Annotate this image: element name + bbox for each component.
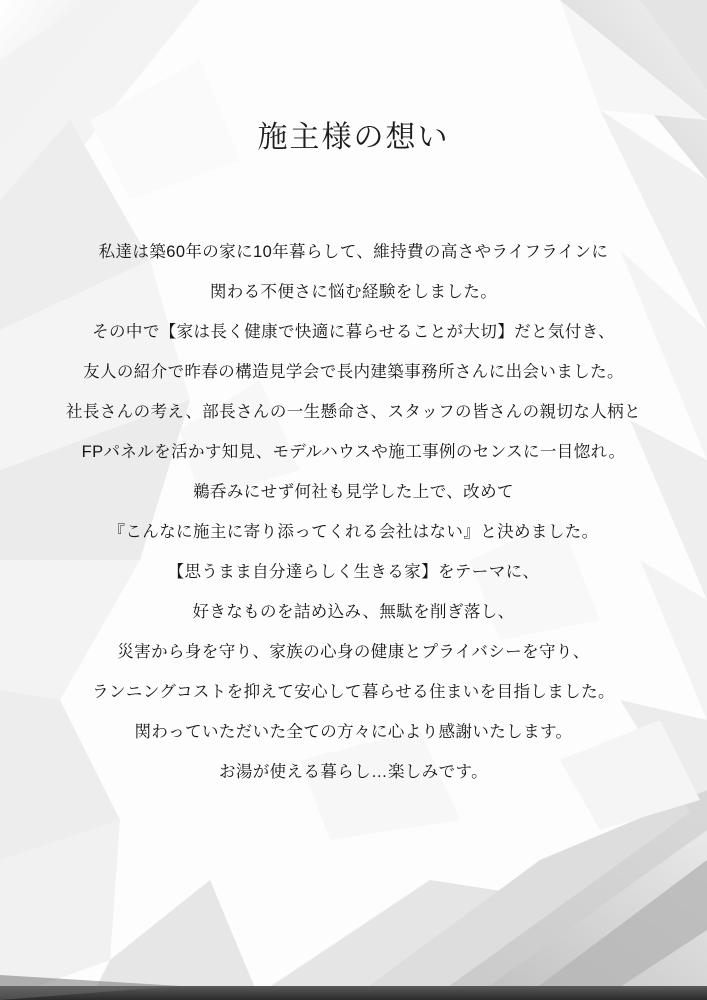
body-line: お湯が使える暮らし…楽しみです。 — [218, 763, 489, 781]
body-line: 友人の紹介で昨春の構造見学会で長内建築事務所さんに出会いました。 — [83, 363, 624, 381]
body-line: 私達は築60年の家に10年暮らして、維持費の高さやライフラインに — [98, 243, 609, 261]
body-line: 社長さんの考え、部長さんの一生懸命さ、スタッフの皆さんの親切な人柄と — [66, 403, 641, 421]
body-line: 関わる不便さに悩む経験をしました。 — [209, 283, 498, 301]
body-line: ランニングコストを抑えて安心して暮らせる住まいを目指しました。 — [92, 683, 615, 701]
body-text — [40, 232, 667, 792]
body-line: FPパネルを活かす知見、モデルハウスや施工事例のセンスに一目惚れ。 — [81, 443, 626, 461]
body-line: 『こんなに施主に寄り添ってくれる会社はない』と決めました。 — [108, 523, 599, 541]
body-line: 【思うまま自分達らしく生きる家】をテーマに、 — [167, 563, 540, 581]
body-line: 好きなものを詰め込み、無駄を削ぎ落し、 — [192, 603, 515, 621]
body-line: その中で【家は長く健康で快適に暮らせることが大切】だと気付き、 — [92, 323, 615, 341]
page-title: 施主様の想い — [257, 121, 450, 154]
body-line: 関わっていただいた全ての方々に心より感謝いたします。 — [134, 723, 573, 741]
body-line: 災害から身を守り、家族の心身の健康とプライバシーを守り、 — [117, 643, 590, 661]
body-line: 鵜呑みにせず何社も見学した上で、改めて — [193, 483, 514, 501]
